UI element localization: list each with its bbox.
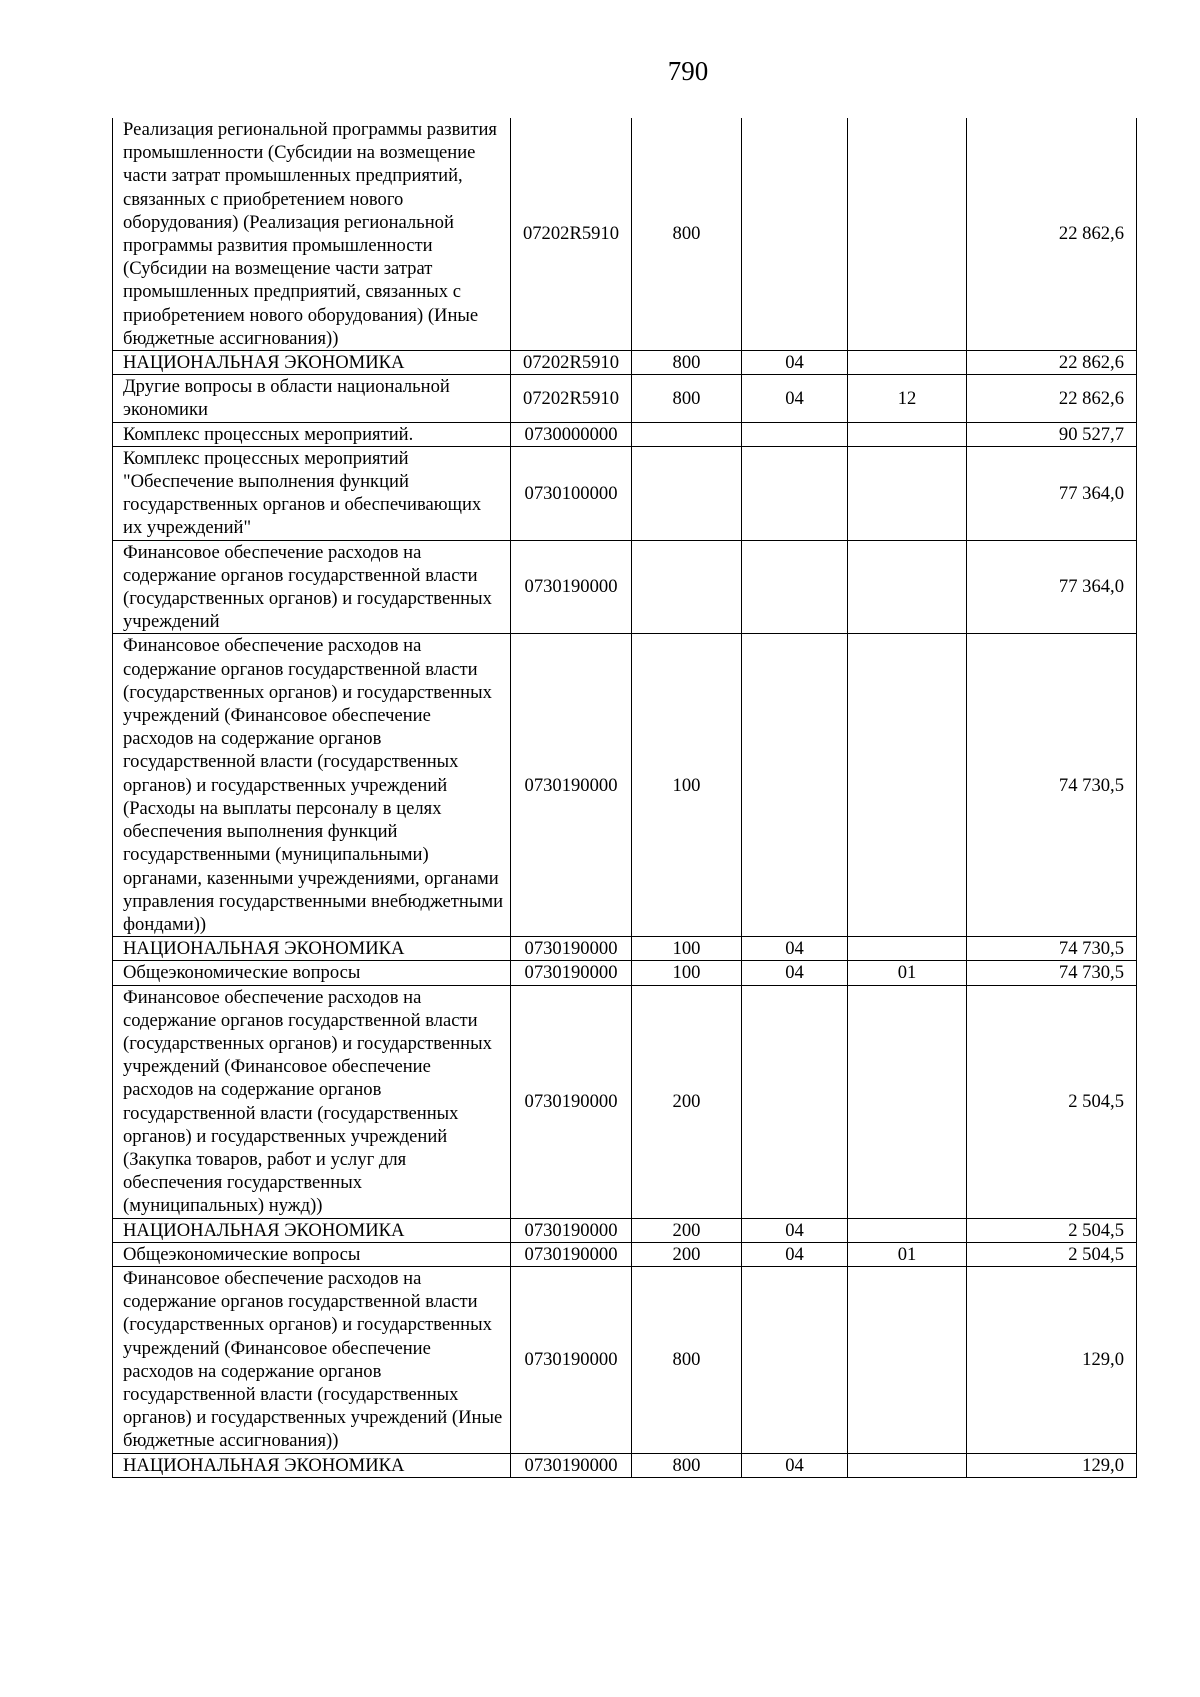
subsection-code-cell [848,351,967,375]
table-row [113,118,1137,351]
expense-type-code-cell: 800 [632,1453,742,1477]
amount-cell: 74 730,5 [967,937,1137,961]
section-code-cell: 04 [742,961,848,985]
target-article-code-cell: 0730100000 [511,446,632,540]
expense-type-code-cell [632,540,742,634]
section-code-cell [742,1266,848,1453]
section-code-cell: 04 [742,1242,848,1266]
target-article-code-cell: 0730190000 [511,1218,632,1242]
subsection-code-cell [848,985,967,1218]
section-code-cell [742,540,848,634]
table-row [113,961,1137,985]
section-code-cell: 04 [742,375,848,422]
item-name-cell: НАЦИОНАЛЬНАЯ ЭКОНОМИКА [113,1453,511,1477]
section-code-cell: 04 [742,351,848,375]
target-article-code-cell: 0730190000 [511,1453,632,1477]
subsection-code-cell: 12 [848,375,967,422]
subsection-code-cell [848,937,967,961]
subsection-code-cell [848,1218,967,1242]
expense-type-code-cell: 200 [632,1242,742,1266]
subsection-code-cell: 01 [848,961,967,985]
expense-type-code-cell: 800 [632,1266,742,1453]
target-article-code-cell: 0730190000 [511,937,632,961]
amount-cell: 129,0 [967,1453,1137,1477]
amount-cell: 22 862,6 [967,375,1137,422]
target-article-code-cell: 07202R5910 [511,118,632,351]
item-name-cell: Финансовое обеспечение расходов на содержание органов государственной власти (государственных органов) и государственных учреждений (Финансовое обеспечение расходов на содержание органов государственной власти (государственных органов) и государственных учреждений (Закупка товаров, работ и услуг для обеспечения государственных (муниципальных) нужд)) [113,985,511,1218]
item-name-cell: НАЦИОНАЛЬНАЯ ЭКОНОМИКА [113,351,511,375]
amount-cell: 22 862,6 [967,118,1137,351]
section-code-cell [742,985,848,1218]
item-name-cell: Финансовое обеспечение расходов на содержание органов государственной власти (государственных органов) и государственных учреждений [113,540,511,634]
target-article-code-cell: 07202R5910 [511,375,632,422]
table-row [113,1266,1137,1453]
expense-type-code-cell: 800 [632,118,742,351]
item-name-cell: Другие вопросы в области национальной экономики [113,375,511,422]
expense-type-code-cell [632,446,742,540]
table-row [113,1242,1137,1266]
expense-type-code-cell: 200 [632,1218,742,1242]
amount-cell: 77 364,0 [967,540,1137,634]
item-name-cell: Общеэкономические вопросы [113,1242,511,1266]
section-code-cell: 04 [742,1453,848,1477]
item-name-cell: Комплекс процессных мероприятий "Обеспечение выполнения функций государственных органов и обеспечивающих их учреждений" [113,446,511,540]
subsection-code-cell [848,422,967,446]
table-row [113,634,1137,937]
table-row [113,985,1137,1218]
expense-type-code-cell [632,422,742,446]
table-row [113,937,1137,961]
target-article-code-cell: 0730190000 [511,985,632,1218]
item-name-cell: Комплекс процессных мероприятий. [113,422,511,446]
target-article-code-cell: 0730190000 [511,540,632,634]
item-name-cell: Финансовое обеспечение расходов на содержание органов государственной власти (государственных органов) и государственных учреждений (Финансовое обеспечение расходов на содержание органов государственной власти (государственных органов) и государственных учреждений (Иные бюджетные ассигнования)) [113,1266,511,1453]
budget-rows [113,118,1137,1477]
amount-cell: 2 504,5 [967,1218,1137,1242]
expense-type-code-cell: 100 [632,961,742,985]
page-number: 790 [667,56,709,86]
item-name-cell: НАЦИОНАЛЬНАЯ ЭКОНОМИКА [113,1218,511,1242]
amount-cell: 2 504,5 [967,1242,1137,1266]
table-row [113,375,1137,422]
expense-type-code-cell: 800 [632,351,742,375]
target-article-code-cell: 0730190000 [511,1242,632,1266]
expense-type-code-cell: 100 [632,937,742,961]
subsection-code-cell [848,1266,967,1453]
item-name-cell: НАЦИОНАЛЬНАЯ ЭКОНОМИКА [113,937,511,961]
table-row [113,351,1137,375]
amount-cell: 22 862,6 [967,351,1137,375]
target-article-code-cell: 0730190000 [511,1266,632,1453]
expense-type-code-cell: 100 [632,634,742,937]
subsection-code-cell: 01 [848,1242,967,1266]
section-code-cell [742,118,848,351]
item-name-cell: Реализация региональной программы развития промышленности (Субсидии на возмещение части затрат промышленных предприятий, связанных с приобретением нового оборудования) (Реализация региональной программы развития промышленности (Субсидии на возмещение части затрат промышленных предприятий, связанных с приобретением нового оборудования) (Иные бюджетные ассигнования)) [113,118,511,351]
section-code-cell [742,422,848,446]
table-row [113,1453,1137,1477]
target-article-code-cell: 07202R5910 [511,351,632,375]
table-row [113,422,1137,446]
amount-cell: 2 504,5 [967,985,1137,1218]
budget-table [112,118,1137,1478]
subsection-code-cell [848,446,967,540]
section-code-cell: 04 [742,937,848,961]
section-code-cell [742,446,848,540]
amount-cell: 77 364,0 [967,446,1137,540]
amount-cell: 90 527,7 [967,422,1137,446]
target-article-code-cell: 0730000000 [511,422,632,446]
subsection-code-cell [848,1453,967,1477]
section-code-cell [742,634,848,937]
item-name-cell: Общеэкономические вопросы [113,961,511,985]
table-row [113,1218,1137,1242]
table-row [113,540,1137,634]
amount-cell: 74 730,5 [967,961,1137,985]
subsection-code-cell [848,540,967,634]
section-code-cell: 04 [742,1218,848,1242]
target-article-code-cell: 0730190000 [511,961,632,985]
amount-cell: 129,0 [967,1266,1137,1453]
expense-type-code-cell: 800 [632,375,742,422]
table-row [113,446,1137,540]
expense-type-code-cell: 200 [632,985,742,1218]
subsection-code-cell [848,634,967,937]
amount-cell: 74 730,5 [967,634,1137,937]
subsection-code-cell [848,118,967,351]
target-article-code-cell: 0730190000 [511,634,632,937]
item-name-cell: Финансовое обеспечение расходов на содержание органов государственной власти (государственных органов) и государственных учреждений (Финансовое обеспечение расходов на содержание органов государственной власти (государственных органов) и государственных учреждений (Расходы на выплаты персоналу в целях обеспечения выполнения функций государственными (муниципальными) органами, казенными учреждениями, органами управления государственными внебюджетными фондами)) [113,634,511,937]
